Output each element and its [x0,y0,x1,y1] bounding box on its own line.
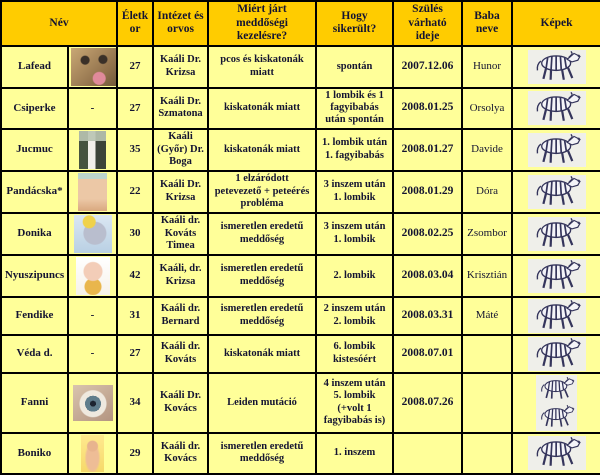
result-cell [316,433,393,474]
baby-name-cell [462,255,512,297]
clinic-cell [153,373,208,433]
column-header-name: Név [1,1,117,46]
name-cell [1,129,68,171]
clinic-cell [153,129,208,171]
reason-cell [208,171,316,213]
table-row [1,433,600,474]
zebra-icon [528,175,586,209]
result-value: 1 lombik és 1 fagyibabás után spontán [325,89,384,126]
table-row [1,373,600,433]
zebra-icon [528,259,586,293]
due-date-cell [393,433,462,474]
zebra-icon [528,91,586,125]
result-cell [316,171,393,213]
name-cell [1,373,68,433]
reason-value: ismeretlen eredetű meddőség [220,221,304,245]
result-value: 3 inszem után 1. lombik [323,221,386,245]
result-value: 4 inszem után 5. lombik (+volt 1 fagyibabás is) [323,378,386,427]
clinic-cell [153,88,208,129]
baby-name-cell [462,297,512,335]
zebra-icon [528,436,586,470]
photo-cell [68,255,117,297]
pics-cell [512,88,600,129]
reason-value: kiskatonák miatt [223,102,301,114]
age-cell [117,433,153,474]
table-row [1,297,600,335]
baby-name-cell [462,129,512,171]
pics-cell [512,46,600,88]
clinic-value: Kaáli (Győr) Dr. Boga [157,131,204,167]
patient-name: Fanni [20,396,49,409]
age-value: 27 [129,347,141,360]
reason-value: ismeretlen eredetű meddőség [220,263,304,287]
result-cell [316,335,393,373]
clinic-value: Kaáli dr. Kováts Timea [160,215,201,251]
reason-cell [208,297,316,335]
baby-name-cell [462,171,512,213]
due-date-value: 2008.03.04 [401,269,454,282]
due-date-value: 2008.01.29 [401,185,454,198]
column-header-result: Hogy sikerült? [316,1,393,46]
dumbo-elephant-image [74,215,112,253]
name-cell [1,255,68,297]
age-value: 42 [129,269,141,282]
column-header-reason: Miért járt meddőségi kezelésre? [208,1,316,46]
clinic-cell [153,335,208,373]
table-row [1,335,600,373]
zebra-icon [528,299,586,333]
photo-cell [68,171,117,213]
age-cell [117,46,153,88]
pregnant-belly-photo [78,173,107,211]
patient-name: Donika [17,227,52,240]
result-value: spontán [336,60,373,72]
reason-cell [208,129,316,171]
age-cell [117,213,153,255]
reason-cell [208,373,316,433]
due-date-value: 2007.12.06 [401,59,454,72]
due-date-value: 2008.01.27 [401,143,454,156]
patient-name: Jucmuc [16,143,53,156]
photo-cell [68,213,117,255]
pics-cell [512,213,600,255]
clinic-value: Kaáli Dr. Krizsa [160,179,202,203]
pics-cell [512,433,600,474]
patient-name: Nyuszipuncs [4,269,65,282]
baby-name-value: Hunor [472,60,502,73]
photo-cell: - [68,297,117,335]
due-date-value: 2008.03.31 [401,309,454,322]
due-date-cell [393,171,462,213]
age-cell [117,171,153,213]
age-cell [117,255,153,297]
age-cell [117,335,153,373]
baby-name-value: Zsombor [467,227,507,240]
baby-name-value: Orsolya [469,101,505,114]
name-cell [1,335,68,373]
baby-image [81,435,104,472]
age-value: 31 [129,309,141,322]
result-value: 2 inszem után 2. lombik [323,303,386,327]
column-header-clinic: Intézet és orvos [153,1,208,46]
column-header-pictures: Képek [512,1,600,46]
dog-photo [71,48,117,86]
result-value: 1. lombik után 1. fagyibabás [321,137,388,161]
result-value: 6. lombik kistesóért [332,341,377,365]
reason-value: ismeretlen eredetű meddőség [220,303,304,327]
name-cell [1,297,68,335]
baby-name-cell [462,373,512,433]
pics-cell [512,171,600,213]
age-cell [117,373,153,433]
wedding-photo [79,131,106,169]
result-cell [316,129,393,171]
patient-name: Pandácska* [6,185,63,198]
bunny-image [76,257,110,295]
eye-photo [73,385,113,421]
age-cell [117,297,153,335]
table-row [1,129,600,171]
result-cell [316,88,393,129]
reason-cell [208,335,316,373]
name-cell [1,213,68,255]
patient-name: Véda d. [16,347,53,360]
result-cell [316,213,393,255]
pics-cell [512,373,600,433]
clinic-value: Kaáli Dr. Kovács [160,390,202,414]
clinic-value: Kaáli dr. Kováts [160,341,201,365]
column-header-age: Életkor [117,1,153,46]
zebra-icon [528,217,586,251]
baby-name-value: Krisztián [466,269,508,282]
zebra-icon [536,375,577,403]
due-date-cell [393,297,462,335]
zebra-icon [536,403,577,431]
pics-cell [512,335,600,373]
age-value: 29 [129,446,141,459]
name-cell [1,88,68,129]
due-date-value: 2008.01.25 [401,101,454,114]
result-value: 1. inszem [333,447,376,459]
result-cell [316,255,393,297]
name-cell [1,433,68,474]
reason-value: kiskatonák miatt [223,143,301,155]
column-header-due-date: Szülés várható ideje [393,1,462,46]
result-value: 3 inszem után 1. lombik [323,179,386,203]
table-row [1,88,600,129]
photo-cell [68,433,117,474]
table-row [1,171,600,213]
baby-name-cell [462,433,512,474]
zebra-icon [528,337,586,371]
baby-name-cell [462,46,512,88]
reason-value: kiskatonák miatt [223,347,301,359]
photo-cell [68,373,117,433]
patient-name: Csiperke [13,101,56,114]
zebra-icon [528,50,586,84]
photo-cell: - [68,335,117,373]
age-cell [117,88,153,129]
reason-cell [208,213,316,255]
due-date-value: 2008.07.26 [401,396,454,409]
age-value: 30 [129,227,141,240]
baby-name-cell [462,213,512,255]
age-value: 27 [129,101,141,114]
due-date-cell [393,335,462,373]
reason-cell [208,46,316,88]
reason-value: 1 elzáródott petevezető + peteérés probléma [214,173,310,209]
due-date-cell [393,88,462,129]
zebra-icon [528,133,586,167]
age-value: 35 [129,143,141,156]
column-header-baby-name: Baba neve [462,1,512,46]
reason-value: pcos és kiskatonák miatt [220,54,304,78]
photo-cell [68,129,117,171]
due-date-cell [393,129,462,171]
clinic-cell [153,297,208,335]
header-row [1,1,600,46]
pics-cell [512,129,600,171]
table-body [1,46,600,474]
age-cell [117,129,153,171]
baby-name-value: Máté [475,309,499,322]
baby-name-cell [462,88,512,129]
pics-cell [512,297,600,335]
baby-name-value: Dóra [476,185,499,198]
reason-cell [208,255,316,297]
reason-cell [208,433,316,474]
clinic-value: Kaáli, dr. Krizsa [159,263,202,287]
clinic-value: Kaáli dr. Bernard [160,303,201,327]
due-date-cell [393,46,462,88]
clinic-value: Kaáli Dr. Krizsa [160,54,202,78]
result-cell [316,373,393,433]
name-cell [1,46,68,88]
reason-value: ismeretlen eredetű meddőség [220,440,304,465]
clinic-cell [153,46,208,88]
clinic-cell [153,171,208,213]
clinic-cell [153,433,208,474]
clinic-value: Kaáli dr. Kovács [160,440,201,465]
due-date-cell [393,213,462,255]
table-row [1,255,600,297]
age-value: 27 [129,60,141,73]
clinic-value: Kaáli Dr. Szmatona [158,95,203,120]
photo-cell [68,46,117,88]
pics-cell [512,255,600,297]
name-cell [1,171,68,213]
reason-cell [208,88,316,129]
photo-cell: - [68,88,117,129]
table-row [1,213,600,255]
baby-name-cell [462,335,512,373]
patient-name: Lafead [18,60,51,73]
reason-value: Leiden mutáció [227,396,297,408]
clinic-cell [153,213,208,255]
due-date-cell [393,373,462,433]
patient-name: Fendike [15,309,54,322]
result-cell [316,46,393,88]
patient-name: Boniko [17,446,52,459]
baby-name-value: Davide [471,143,503,156]
result-cell [316,297,393,335]
age-value: 22 [129,185,141,198]
due-date-value: 2008.02.25 [401,227,454,240]
due-date-value: 2008.07.01 [401,347,454,360]
clinic-cell [153,255,208,297]
result-value: 2. lombik [333,269,376,281]
due-date-cell [393,255,462,297]
table-row [1,46,600,88]
age-value: 34 [129,396,141,409]
